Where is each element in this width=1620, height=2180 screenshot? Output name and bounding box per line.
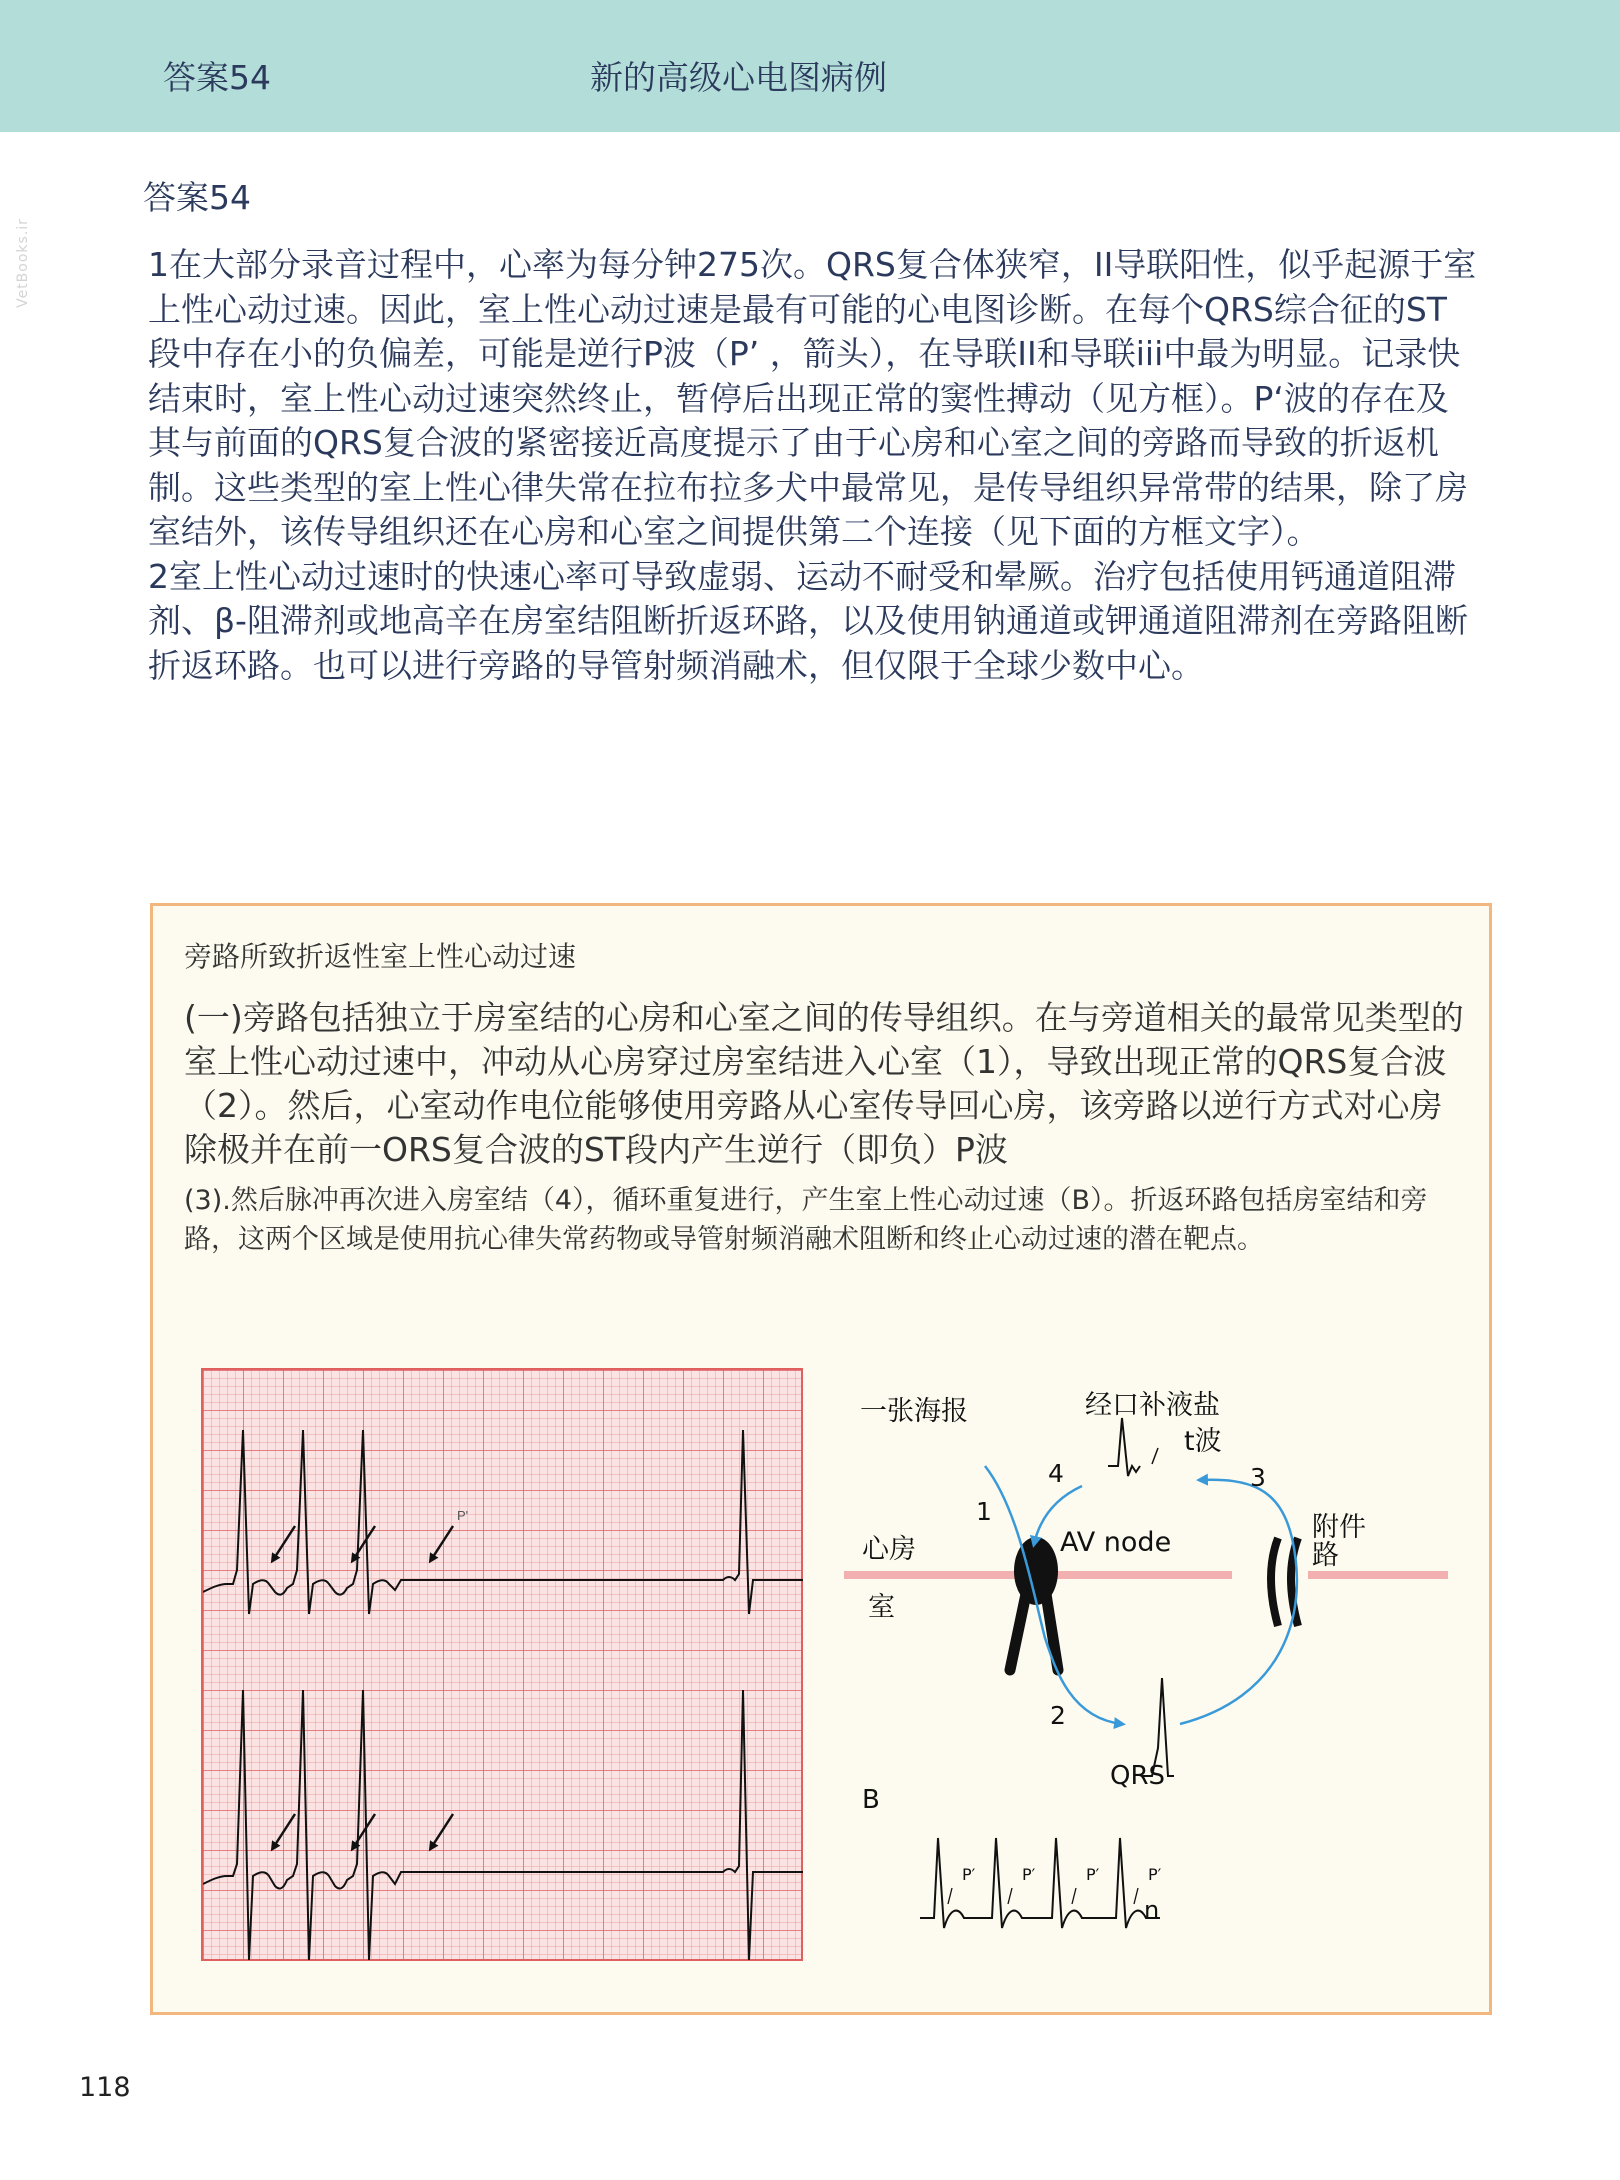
label-accessory-2: 路 [1312,1540,1339,1571]
reentry-diagram [840,1368,1480,1968]
label-b: B [862,1785,880,1815]
label-accessory: 附件 [1312,1512,1366,1543]
label-ventricle: 室 [868,1592,895,1623]
p-prime-label-4: P′ [1148,1865,1162,1884]
label-t-wave: t波 [1184,1426,1222,1457]
arrow-icon [353,1814,375,1848]
step-4-label: 4 [1048,1459,1064,1488]
mini-ecg-top [1108,1418,1140,1476]
ecg-traces [203,1370,805,1963]
ecg-trace-lead-ii [203,1430,803,1614]
p-prime-arrow-icon [1072,1888,1076,1904]
ecg-strip [201,1368,803,1961]
p-prime-arrow-icon [1134,1888,1138,1904]
retrograde-arrow-icon [1180,1480,1297,1724]
arrow-icon [273,1526,295,1560]
ecg-trace-lead-iii [203,1690,803,1960]
step-1-label: 1 [976,1497,992,1526]
t-wave-arrow-icon [1152,1448,1158,1464]
p-prime-label-3: P′ [1086,1865,1100,1884]
label-a: 一张海报 [860,1396,968,1427]
step-3-label: 3 [1250,1463,1266,1492]
p-prime-label: P' [457,1508,469,1523]
svt-strip-b [920,1838,1160,1928]
arrow-icon [353,1526,375,1560]
p-prime-arrow-icon [948,1888,952,1904]
header-section-label: 答案54 [163,58,271,97]
arrow-icon [273,1814,295,1848]
watermark: VetBooks.ir [14,218,31,308]
answer-paragraph-2: 2室上性心动过速时的快速心率可导致虚弱、运动不耐受和晕厥。治疗包括使用钙通道阻滞剂、β-阻滞剂或地高辛在房室结阻断折返环路，以及使用钠通道或钾通道阻滞剂在旁路阻断折返环路。也可以进行旁路的导管射频消融术，但仅限于全球少数中心。 [148,556,1468,685]
step-2-label: 2 [1050,1701,1066,1730]
label-n: n [1144,1896,1160,1924]
bundle-branch-icon [1010,1594,1058,1670]
p-prime-label-2: P′ [1022,1865,1036,1884]
info-box-paragraph-2: (3).然后脉冲再次进入房室结（4），循环重复进行，产生室上性心动过速（B）。折返环路包括房室结和旁路，这两个区域是使用抗心律失常药物或导管射频消融术阻断和终止心动过速的潜在靶点。 [184,1185,1428,1255]
p-prime-label-1: P′ [962,1865,976,1884]
page-number: 118 [79,2072,131,2103]
answer-paragraph-1: 1在大部分录音过程中，心率为每分钟275次。QRS复合体狭窄，II导联阳性，似乎起源于室上性心动过速。因此，室上性心动过速是最有可能的心电图诊断。在每个QRS综合征的ST段中存在小的负偏差，可能是逆行P波（P’ ，箭头），在导联II和导联iii中最为明显。记录快结束时，室上性心动过速突然终止，暂停后出现正常的窦性搏动（见方框）。P‘波的存在及其与前面的QRS复合波的紧密接近高度提示了由于心房和心室之间的旁路而导致的折返机制。这些类型的室上性心律失常在拉布拉多犬中最常见，是传导组织异常带的结果，除了房室结外，该传导组织还在心房和心室之间提供第二个连接（见下面的方框文字）。 [148,245,1477,551]
page-header [0,0,1620,132]
answer-body [148,243,1478,688]
label-qrs: QRS [1110,1761,1166,1791]
label-atrium: 心房 [862,1534,916,1565]
header-title: 新的高级心电图病例 [590,58,887,97]
arrow-icon [431,1814,453,1848]
label-av-node: AV node [1060,1527,1172,1558]
info-box-title: 旁路所致折返性室上性心动过速 [184,940,577,973]
arrow-icon [431,1526,453,1560]
accessory-pathway-icon [1271,1538,1278,1626]
info-box-paragraph-1: (一)旁路包括独立于房室结的心房和心室之间的传导组织。在与旁道相关的最常见类型的室上性心动过速中，冲动从心房穿过房室结进入心室（1），导致出现正常的QRS复合波（2）。然后，心室动作电位能够使用旁路从心室传导回心房，该旁路以逆行方式对心房除极并在前一ORS复合波的ST段内产生逆行（即负）P波 [184,998,1464,1169]
reentry-diagram-svg [840,1368,1480,1968]
p-prime-arrow-icon [1008,1888,1012,1904]
answer-title: 答案54 [143,178,251,217]
label-ors: 经口补液盐 [1085,1390,1220,1421]
